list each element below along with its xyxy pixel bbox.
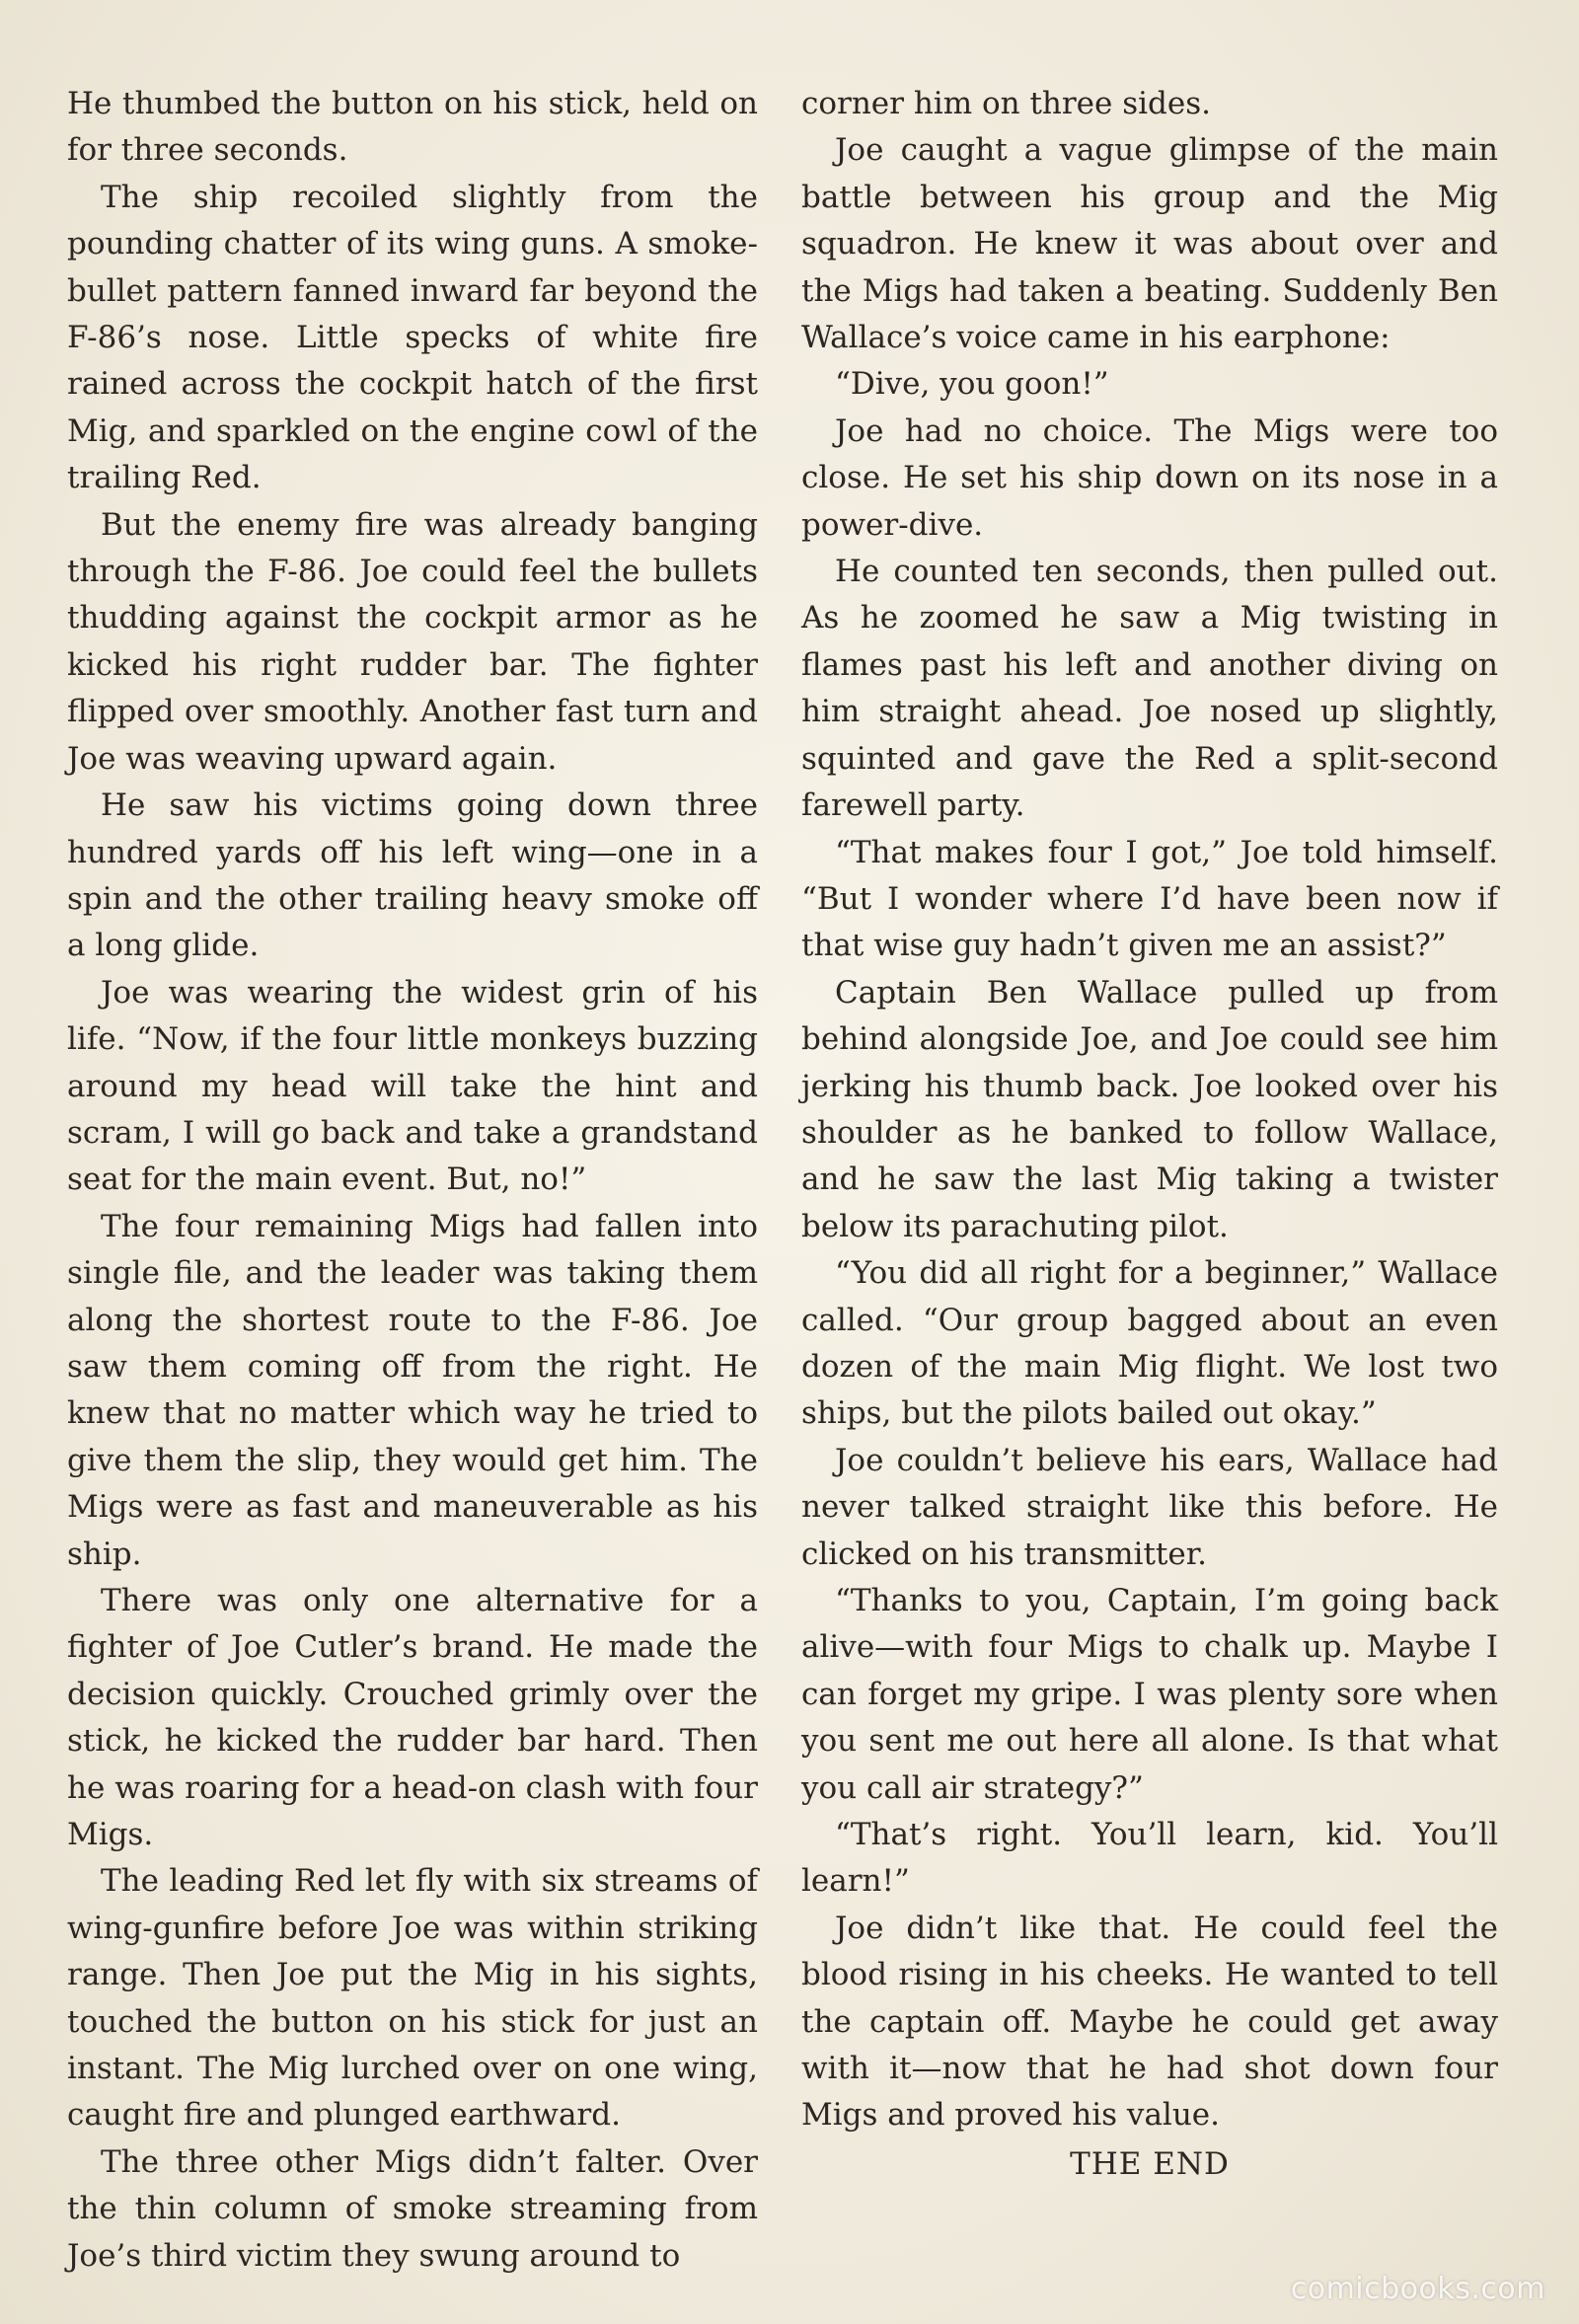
story-paragraph: The ship recoiled slightly from the pounding chatter of its wing guns. A smoke-bullet pattern fanned inward far beyond the F-86’s nose. Little specks of white fire rained across the cockpit hatch of the first Mig, and sparkled on the engine cowl of the trailing Red. [67,179,758,496]
story-paragraph: Joe couldn’t believe his ears, Wallace had never talked straight like this before. He clicked on his transmitter. [801,1442,1498,1572]
story-paragraph: He saw his victims going down three hundred yards off his left wing—one in a spin and the other trailing heavy smoke off a long glide. [67,787,758,964]
story-paragraph: But the enemy fire was already banging through the F-86. Joe could feel the bullets thudding against the cockpit armor as he kicked his right rudder bar. The fighter flipped over smoothly. Another fast turn and Joe was weaving upward again. [67,506,758,777]
story-paragraph: Captain Ben Wallace pulled up from behind alongside Joe, and Joe could see him jerking his thumb back. Joe looked over his shoulder as he banked to follow Wallace, and he saw the last Mig taking a twister below its parachuting pilot. [801,974,1498,1244]
right-text-column [801,81,1498,2188]
site-watermark: comicbooks.com [1290,2272,1545,2306]
story-paragraph: The leading Red let fly with six streams of wing-gunfire before Joe was within striking range. Then Joe put the Mig in his sights, touched the button on his stick for just an instant. The Mig lurched over on one wing, caught fire and plunged earthward. [67,1863,758,2134]
story-paragraph: The three other Migs didn’t falter. Over the thin column of smoke streaming from Joe’s third victim they swung around to [67,2143,758,2274]
story-paragraph: “That’s right. You’ll learn, kid. You’ll learn!” [801,1817,1498,1900]
story-paragraph: Joe had no choice. The Migs were too close. He set his ship down on its nose in a power-dive. [801,412,1498,543]
left-text-column [67,81,758,2280]
story-paragraph: He thumbed the button on his stick, held on for three seconds. [67,86,758,169]
story-paragraph: There was only one alternative for a fighter of Joe Cutler’s brand. He made the decision quickly. Crouched grimly over the stick, he kicked the rudder bar hard. Then he was roaring for a head-on clash with four Migs. [67,1583,758,1853]
story-paragraph: “Dive, you goon!” [835,366,1109,403]
story-paragraph: He counted ten seconds, then pulled out. As he zoomed he saw a Mig twisting in flames past his left and another diving on him straight ahead. Joe nosed up slightly, squinted and gave the Red a split-second farewell party. [801,554,1498,824]
story-paragraph: Joe didn’t like that. He could feel the blood rising in his cheeks. He wanted to tell the captain off. Maybe he could get away with it—now that he had shot down four Migs and proved his value. [801,1910,1498,2134]
story-paragraph: corner him on three sides. [801,86,1212,121]
story-paragraph: Joe was wearing the widest grin of his life. “Now, if the four little monkeys buzzing around my head will take the hint and scram, I will go back and take a grandstand seat for the main event. But, no!” [67,974,758,1198]
the-end-label: THE END [1070,2145,1230,2182]
story-paragraph: “That makes four I got,” Joe told himself. “But I wonder where I’d have been now if that wise guy hadn’t given me an assist?” [801,834,1498,964]
story-paragraph: The four remaining Migs had fallen into single file, and the leader was taking them along the shortest route to the F-86. Joe saw them coming off from the right. He knew that no matter which way he tried to give them the slip, they would get him. The Migs were as fast and maneuverable as his ship. [67,1208,758,1572]
story-paragraph: “Thanks to you, Captain, I’m going back alive—with four Migs to chalk up. Maybe I can forget my gripe. I was plenty sore when you sent me out here all alone. Is that what you call air strategy?” [801,1583,1498,1806]
story-paragraph: “You did all right for a beginner,” Wallace called. “Our group bagged about an even dozen of the main Mig flight. We lost two ships, but the pilots bailed out okay.” [801,1255,1498,1432]
story-paragraph: Joe caught a vague glimpse of the main battle between his group and the Mig squadron. He knew it was about over and the Migs had taken a beating. Suddenly Ben Wallace’s voice came in his earphone: [801,132,1498,356]
